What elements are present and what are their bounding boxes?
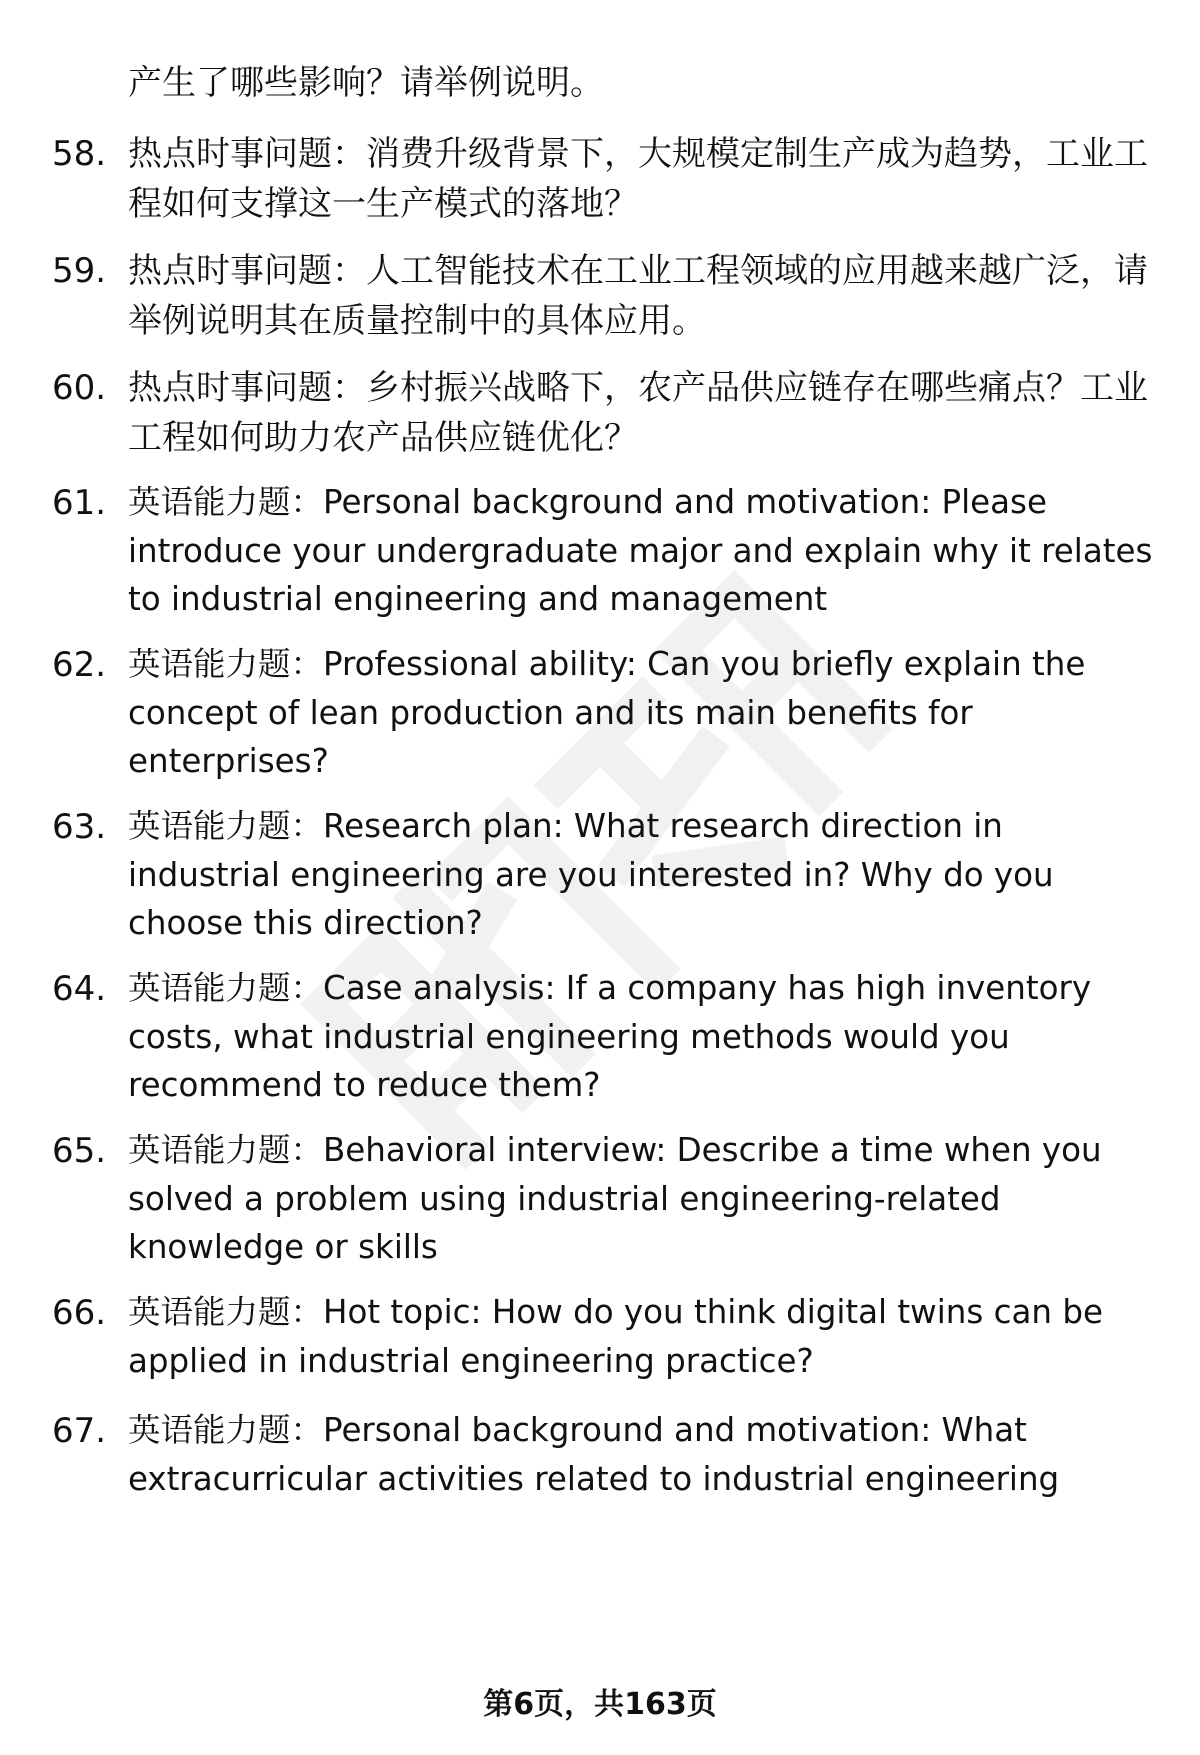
question-text: 英语能力题：Personal background and motivation: What extracurricular activities related to industrial engineering: [128, 1411, 1060, 1498]
question-text: 热点时事问题：乡村振兴战略下，农产品供应链存在哪些痛点？工业工程如何助力农产品供应链优化？: [128, 368, 1148, 458]
question-text: 英语能力题：Case analysis: If a company has high inventory costs, what industrial engineering methods would you recommend to reduce them?: [128, 969, 1092, 1104]
question-number: 62.: [52, 645, 107, 685]
question-text: 热点时事问题：消费升级背景下，大规模定制生产成为趋势，工业工程如何支撑这一生产模式的落地？: [128, 134, 1148, 224]
question-number: 66.: [52, 1293, 107, 1333]
question-text: 英语能力题：Professional ability: Can you briefly explain the concept of lean production and its main benefits for enterprises?: [128, 645, 1086, 780]
question-number: 65.: [52, 1131, 107, 1171]
question-number: 64.: [52, 969, 107, 1009]
question-text: 英语能力题：Behavioral interview: Describe a time when you solved a problem using industrial engineering-related knowledge or skills: [128, 1131, 1102, 1266]
question-number: 58.: [52, 134, 107, 174]
question-number: 67.: [52, 1411, 107, 1451]
question-text: 热点时事问题：人工智能技术在工业工程领域的应用越来越广泛，请举例说明其在质量控制中的具体应用。: [128, 251, 1148, 341]
question-text: 英语能力题：Personal background and motivation: Please introduce your undergraduate major and explain why it relates to industrial engineering and management: [128, 483, 1153, 618]
question-number: 59.: [52, 251, 107, 291]
continued-question-text: 产生了哪些影响？请举例说明。: [128, 63, 604, 103]
page-footer: 第6页，共163页: [483, 1687, 717, 1722]
question-text: 英语能力题：Hot topic: How do you think digital twins can be applied in industrial engineering practice?: [128, 1293, 1103, 1380]
question-text: 英语能力题：Research plan: What research direction in industrial engineering are you interested in? Why do you choose this direction?: [128, 807, 1054, 942]
question-number: 61.: [52, 483, 107, 523]
question-number: 63.: [52, 807, 107, 847]
question-number: 60.: [52, 368, 107, 408]
